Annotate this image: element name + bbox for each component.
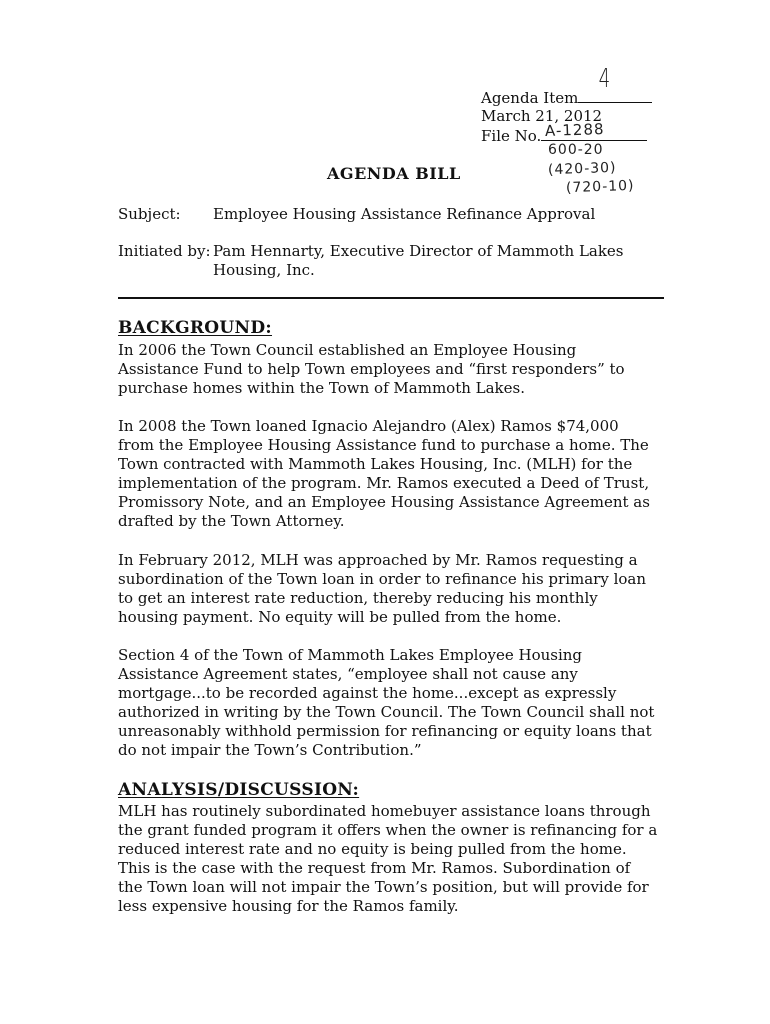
background-paragraph: In 2008 the Town loaned Ignacio Alejandro (Alex) Ramos $74,000 from the Employee Housing Assistance fund to purchase a home. The Town contracted with Mammoth Lakes Housing, Inc. (MLH) for the implementation of the program. Mr. Ramos executed a Deed of Trust, Promissory Note, and an Employee Housing Assistance Agreement as drafted by the Town Attorney. [118, 417, 650, 530]
page-title: AGENDA BILL [327, 164, 461, 183]
header-meta [481, 64, 652, 145]
analysis-paragraph: MLH has routinely subordinated homebuyer assistance loans through the grant funded program it offers when the owner is refinancing for a reduced interest rate and no equity is being pulled from the home. This is the case with the request from Mr. Ramos. Subordination of the Town loan will not impair the Town’s position, but will provide for less expensive housing for the Ramos family. [118, 802, 658, 915]
handwritten-code: (420-30) [547, 159, 617, 179]
handwritten-code: (720-10) [565, 177, 635, 197]
initiated-by-label: Initiated by: [118, 242, 211, 260]
agenda-date: March 21, 2012 [481, 107, 603, 125]
agenda-item-fill [578, 64, 652, 103]
agenda-item-handwritten-value: 4 [598, 64, 612, 94]
background-paragraph: In 2006 the Town Council established an Employee Housing Assistance Fund to help Town employees and “first responders” to purchase homes within the Town of Mammoth Lakes. [118, 341, 625, 397]
file-no-handwritten-value: A-1288 [544, 119, 606, 141]
file-no-fill [541, 119, 647, 141]
agenda-item-row [481, 64, 652, 107]
analysis-heading: ANALYSIS/DISCUSSION: [118, 780, 360, 800]
agenda-item-label: Agenda Item [481, 89, 579, 107]
subject-value: Employee Housing Assistance Refinance Approval [213, 205, 596, 223]
handwritten-code: 600-20 [548, 142, 604, 158]
horizontal-divider [118, 297, 664, 299]
background-paragraph: Section 4 of the Town of Mammoth Lakes Employee Housing Assistance Agreement states, “employee shall not cause any mortgage...to be recorded against the home...except as expressly authorized in writing by the Town Council. The Town Council shall not unreasonably withhold permission for refinancing or equity loans that do not impair the Town’s Contribution.” [118, 646, 655, 759]
file-no-label: File No. [481, 127, 542, 145]
background-paragraph: In February 2012, MLH was approached by Mr. Ramos requesting a subordination of the Town loan in order to refinance his primary loan to get an interest rate reduction, thereby reducing his monthly housing payment. No equity will be pulled from the home. [118, 551, 647, 626]
background-heading: BACKGROUND: [118, 318, 273, 338]
initiated-by-value: Pam Hennarty, Executive Director of Mammoth Lakes Housing, Inc. [213, 242, 624, 279]
subject-label: Subject: [118, 205, 181, 223]
